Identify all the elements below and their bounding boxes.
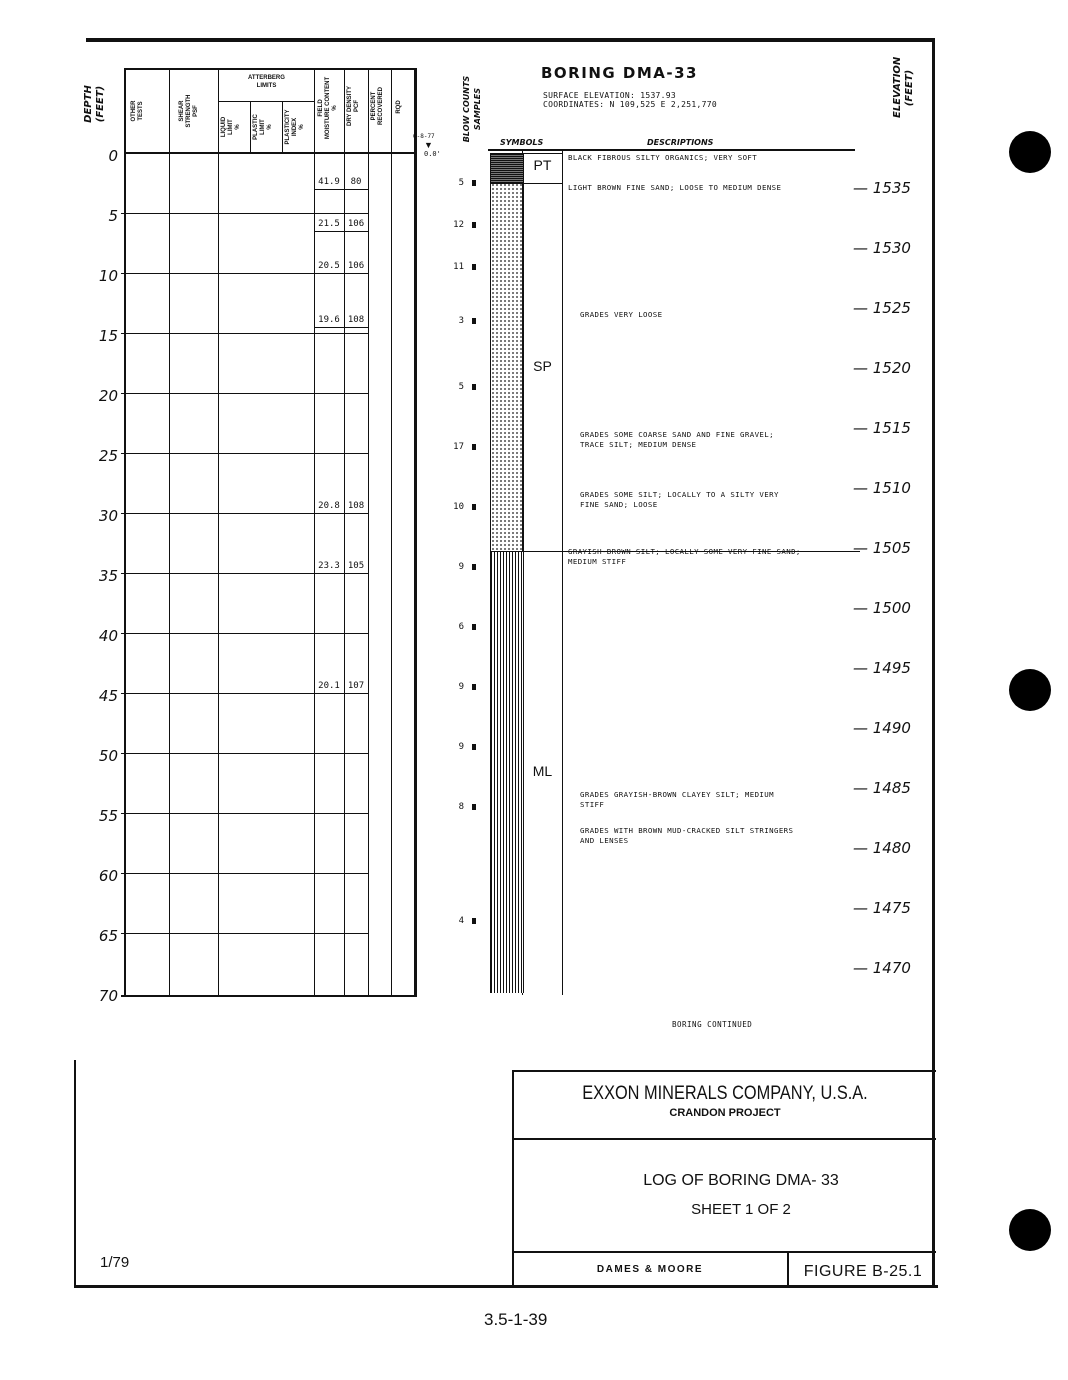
frame-left-line <box>74 1060 76 1288</box>
title-block-figure-divider <box>787 1252 789 1286</box>
blow-count-value: 9 <box>458 682 464 692</box>
depth-axis-label: DEPTH (FEET) <box>83 85 106 123</box>
col-header-blow-counts: BLOW COUNTS SAMPLES <box>462 75 482 143</box>
surface-elevation: SURFACE ELEVATION: 1537.93 <box>543 91 677 100</box>
boring-title: BORING DMA-33 <box>541 64 698 82</box>
depth-tick-label: 0 <box>108 147 118 165</box>
stratum-pattern-pt <box>490 153 524 183</box>
stratum-symbol: SP <box>533 358 552 375</box>
moisture-content-value: 19.6 <box>318 315 340 325</box>
depth-tick-label: 20 <box>98 387 118 405</box>
frame-bottom-line <box>74 1285 938 1288</box>
sample-marker <box>472 804 476 810</box>
dry-density-value: 108 <box>347 315 365 325</box>
table-header-bottom <box>124 152 415 154</box>
soil-description: GRADES WITH BROWN MUD-CRACKED SILT STRINGERS AND LENSES <box>580 826 794 846</box>
blow-count-value: 12 <box>453 220 464 230</box>
elevation-tick-label: — 1510 <box>853 479 911 498</box>
blow-count-value: 17 <box>453 442 464 452</box>
sample-marker <box>472 264 476 270</box>
depth-tick-label: 70 <box>98 987 118 1005</box>
atterberg-underline <box>218 101 314 102</box>
sample-marker <box>472 318 476 324</box>
table-row-line <box>121 453 368 454</box>
water-level-icon: ▼ <box>424 140 433 150</box>
sample-marker <box>472 564 476 570</box>
elevation-tick-label: — 1515 <box>853 419 911 438</box>
date-code: 1/79 <box>100 1254 130 1271</box>
table-row-line <box>121 873 368 874</box>
test-underline <box>314 189 368 190</box>
figure-number: FIGURE B-25.1 <box>803 1263 923 1280</box>
project-name: CRANDON PROJECT <box>669 1107 781 1119</box>
test-underline <box>314 693 368 694</box>
blow-count-value: 5 <box>458 382 464 392</box>
col-divider <box>218 68 219 997</box>
table-row-line <box>121 213 368 214</box>
table-row-line <box>121 333 368 334</box>
sample-marker <box>472 504 476 510</box>
elevation-tick-label: — 1480 <box>853 839 911 858</box>
dry-density-value: 106 <box>347 261 365 271</box>
elevation-tick-label: — 1490 <box>853 719 911 738</box>
depth-tick-label: 60 <box>98 867 118 885</box>
dry-density-value: 80 <box>350 177 362 187</box>
elevation-tick-label: — 1495 <box>853 659 911 678</box>
stratum-pattern-sp <box>490 183 524 551</box>
table-right-border <box>414 68 417 997</box>
col-divider <box>368 68 369 997</box>
col-header-percent-recovered: PERCENT RECOVERED <box>371 87 384 126</box>
punch-hole-bottom <box>1009 1209 1051 1251</box>
sample-marker <box>472 222 476 228</box>
stratum-symbol: ML <box>532 763 553 780</box>
dry-density-value: 106 <box>347 219 365 229</box>
punch-hole-top <box>1009 131 1051 173</box>
moisture-content-value: 23.3 <box>318 561 340 571</box>
blow-count-value: 3 <box>458 316 464 326</box>
table-row-line <box>121 933 368 934</box>
depth-tick-label: 25 <box>98 447 118 465</box>
table-left-border <box>124 68 126 997</box>
depth-tick-label: 55 <box>98 807 118 825</box>
coordinates: COORDINATES: N 109,525 E 2,251,770 <box>543 100 717 109</box>
table-row-line <box>121 633 368 634</box>
blow-count-value: 6 <box>458 622 464 632</box>
stratum-pattern-ml <box>490 551 524 993</box>
punch-hole-middle <box>1009 669 1051 711</box>
moisture-content-value: 41.9 <box>318 177 340 187</box>
water-level-depth: 0.0' <box>424 150 441 158</box>
elevation-tick-label: — 1505 <box>853 539 911 558</box>
elevation-tick-label: — 1470 <box>853 959 911 978</box>
water-level-date: 6-8-77 <box>413 133 435 140</box>
elevation-tick-label: — 1485 <box>853 779 911 798</box>
blow-count-value: 4 <box>458 916 464 926</box>
soil-description: BLACK FIBROUS SILTY ORGANICS; VERY SOFT <box>568 153 758 162</box>
depth-tick-label: 45 <box>98 687 118 705</box>
depth-tick-label: 30 <box>98 507 118 525</box>
stratum-boundary <box>490 183 562 184</box>
test-underline <box>314 327 368 328</box>
sheet-number: SHEET 1 OF 2 <box>691 1201 791 1218</box>
table-bottom-border <box>121 995 415 997</box>
soil-description: GRAYISH-BROWN SILT; LOCALLY SOME VERY FINE SAND; MEDIUM STIFF <box>568 546 801 566</box>
moisture-content-value: 21.5 <box>318 219 340 229</box>
table-row-line <box>121 813 368 814</box>
depth-tick-label: 5 <box>108 207 118 225</box>
col-divider <box>314 68 315 997</box>
col-header-rqd: RQD <box>396 100 402 114</box>
table-row-line <box>121 753 368 754</box>
company-name: EXXON MINERALS COMPANY, U.S.A. <box>582 1083 868 1104</box>
elevation-tick-label: — 1520 <box>853 359 911 378</box>
sample-marker <box>472 918 476 924</box>
page-number: 3.5-1-39 <box>484 1310 548 1329</box>
sample-marker <box>472 384 476 390</box>
frame-right-line <box>932 38 935 1288</box>
table-row-line <box>121 393 368 394</box>
col-divider <box>169 68 170 997</box>
col-header-dry-density: DRY DENSITY PCF <box>347 86 360 127</box>
sample-marker <box>472 180 476 186</box>
dry-density-value: 107 <box>347 681 365 691</box>
frame-top-line <box>86 38 934 42</box>
col-divider <box>391 68 392 997</box>
descriptions-header-line <box>488 149 855 151</box>
blow-count-value: 5 <box>458 178 464 188</box>
depth-tick-label: 35 <box>98 567 118 585</box>
elevation-tick-label: — 1475 <box>853 899 911 918</box>
blow-count-value: 9 <box>458 562 464 572</box>
elevation-tick-label: — 1500 <box>853 599 911 618</box>
dry-density-value: 108 <box>347 501 365 511</box>
boring-continued: BORING CONTINUED <box>672 1020 753 1029</box>
depth-tick-label: 10 <box>98 267 118 285</box>
title-block-divider <box>512 1251 936 1253</box>
soil-description: GRADES VERY LOOSE <box>580 310 663 320</box>
test-underline <box>314 231 368 232</box>
soil-description: LIGHT BROWN FINE SAND; LOOSE TO MEDIUM DENSE <box>568 183 782 192</box>
depth-tick-label: 50 <box>98 747 118 765</box>
sample-marker <box>472 684 476 690</box>
elevation-axis-label: ELEVATION (FEET) <box>892 56 915 118</box>
col-header-plasticity-index: PLASTICITY INDEX % <box>285 109 305 145</box>
col-header-symbols: SYMBOLS <box>500 138 544 147</box>
soil-description: GRADES SOME SILT; LOCALLY TO A SILTY VERY FINE SAND; LOOSE <box>580 490 779 510</box>
sample-marker <box>472 444 476 450</box>
elevation-tick-label: — 1525 <box>853 299 911 318</box>
blow-count-value: 9 <box>458 742 464 752</box>
title-block-top <box>512 1070 936 1072</box>
test-underline <box>314 513 368 514</box>
col-header-other-tests: OTHER TESTS <box>131 100 144 122</box>
col-header-plastic-limit: PLASTIC LIMIT % <box>253 114 273 140</box>
depth-tick-label: 65 <box>98 927 118 945</box>
elevation-tick-label: — 1530 <box>853 239 911 258</box>
col-header-descriptions: DESCRIPTIONS <box>647 138 714 147</box>
blow-count-value: 8 <box>458 802 464 812</box>
moisture-content-value: 20.1 <box>318 681 340 691</box>
moisture-content-value: 20.8 <box>318 501 340 511</box>
test-underline <box>314 273 368 274</box>
blow-count-value: 10 <box>453 502 464 512</box>
soil-description: GRADES SOME COARSE SAND AND FINE GRAVEL; TRACE SILT; MEDIUM DENSE <box>580 430 774 450</box>
test-underline <box>314 573 368 574</box>
soil-description: GRADES GRAYISH-BROWN CLAYEY SILT; MEDIUM STIFF <box>580 790 774 810</box>
firm-name: DAMES & MOORE <box>596 1264 704 1275</box>
col-header-liquid-limit: LIQUID LIMIT % <box>221 116 241 138</box>
description-column-left <box>562 150 563 995</box>
depth-tick-label: 40 <box>98 627 118 645</box>
col-divider <box>344 68 345 997</box>
log-title: LOG OF BORING DMA- 33 <box>643 1172 839 1189</box>
sample-marker <box>472 624 476 630</box>
moisture-content-value: 20.5 <box>318 261 340 271</box>
stratum-symbol: PT <box>533 157 552 173</box>
sample-marker <box>472 744 476 750</box>
col-header-field-moisture: FIELD MOISTURE CONTENT % <box>318 76 338 140</box>
col-header-shear-strength: SHEAR STRENGTH PSF <box>179 94 199 128</box>
stratum-boundary <box>490 153 562 154</box>
dry-density-value: 105 <box>347 561 365 571</box>
elevation-tick-label: — 1535 <box>853 179 911 198</box>
depth-tick-label: 15 <box>98 327 118 345</box>
col-header-atterberg: ATTERBERG LIMITS <box>248 75 285 89</box>
blow-count-value: 11 <box>453 262 464 272</box>
title-block-divider <box>512 1138 936 1140</box>
